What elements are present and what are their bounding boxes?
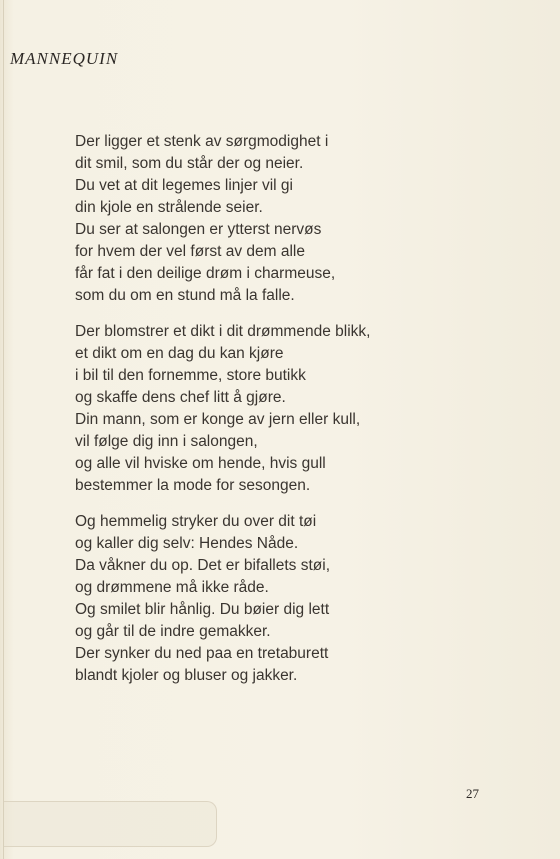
stanza	[75, 131, 435, 307]
poem-line: bestemmer la mode for sesongen.	[75, 477, 311, 494]
page-number: 27	[466, 786, 479, 801]
poem-line: din kjole en strålende seier.	[75, 199, 263, 216]
poem-line: Der blomstrer et dikt i dit drømmende blikk,	[75, 323, 371, 340]
poem-line: vil følge dig inn i salongen,	[75, 433, 258, 450]
poem-line: som du om en stund må la falle.	[75, 287, 295, 304]
poem-line: Og hemmelig stryker du over dit tøi	[75, 513, 317, 530]
poem-line: Og smilet blir hånlig. Du bøier dig lett	[75, 601, 330, 618]
poem-line: Din mann, som er konge av jern eller kull,	[75, 411, 361, 428]
page-gutter-edge	[3, 0, 4, 859]
poem-line: og kaller dig selv: Hendes Nåde.	[75, 535, 299, 552]
poem-line: og skaffe dens chef litt å gjøre.	[75, 389, 286, 406]
poem-line: et dikt om en dag du kan kjøre	[75, 345, 284, 362]
poem-line: Der synker du ned paa en tretaburett	[75, 645, 329, 662]
poem-line: får fat i den deilige drøm i charmeuse,	[75, 265, 336, 282]
poem-title: MANNEQUIN	[10, 49, 119, 68]
poem-body	[75, 131, 435, 701]
poem-line: blandt kjoler og bluser og jakker.	[75, 667, 298, 684]
stanza	[75, 321, 435, 497]
poem-line: for hvem der vel først av dem alle	[75, 243, 305, 260]
poem-line: og drømmene må ikke råde.	[75, 579, 269, 596]
poem-line: Du ser at salongen er ytterst nervøs	[75, 221, 322, 238]
page-tab-mark	[4, 801, 217, 847]
poem-line: Du vet at dit legemes linjer vil gi	[75, 177, 293, 194]
poem-line: og alle vil hviske om hende, hvis gull	[75, 455, 326, 472]
poem-line: Der ligger et stenk av sørgmodighet i	[75, 133, 329, 150]
poem-line: dit smil, som du står der og neier.	[75, 155, 304, 172]
poem-line: i bil til den fornemme, store butikk	[75, 367, 306, 384]
stanza	[75, 511, 435, 687]
poem-line: og går til de indre gemakker.	[75, 623, 271, 640]
poem-line: Da våkner du op. Det er bifallets støi,	[75, 557, 331, 574]
